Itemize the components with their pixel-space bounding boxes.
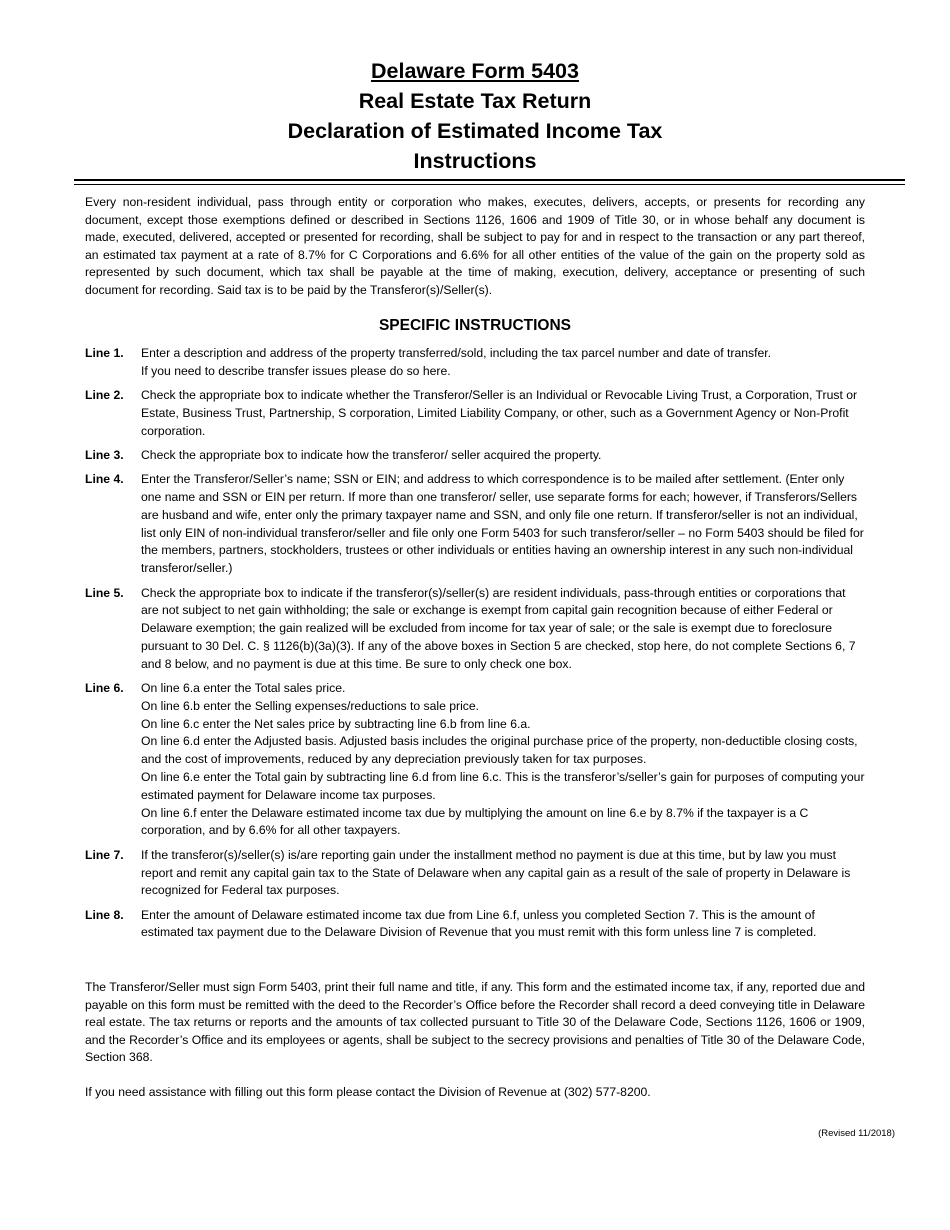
line-text: Enter a description and address of the property transferred/sold, including the tax parcel number and date of transfer. — [141, 346, 772, 360]
closing-paragraph: The Transferor/Seller must sign Form 5403, print their full name and title, if any. This form and the estimated income tax, if any, reported due and payable on this form must be remitted with the deed to the Recorder’s Office before the Recorder shall record a deed conveying title in Delaware real estate. The tax returns or reports and the amounts of tax collected pursuant to Title 30 of the Delaware Code, Sections 1126, 1606 or 1909, and the Recorder’s Office and its employees or agents, shall be subject to the secrecy provisions and penalties of Title 30 of the Delaware Code, Section 368. — [85, 980, 865, 1065]
line-label: Line 2. — [85, 388, 124, 403]
line-text: If you need to describe transfer issues please do so here. — [141, 363, 451, 378]
form-subtitle-2: Declaration of Estimated Income Tax — [287, 119, 663, 143]
header-divider-thick — [74, 179, 905, 181]
line-label: Line 8. — [85, 907, 124, 922]
line-text: Check the appropriate box to indicate if the transferor(s)/seller(s) are resident individuals, pass-through entities or corporations that are not subject to net gain withholding; the sale or exchange is exempt from capital gain recognition because of either Federal or Delaware exemption; the gain realized will be excluded from income for tax year of sale; or the sale is exempt due to foreclosure pursuant to 30 Del. C. § 1126(b)(3a)(3). If any of the above boxes in Section 5 are checked, stop here, do not complete Sections 6, 7 and 8 below, and no payment is due at this time. Be sure to only check one box. — [141, 585, 856, 671]
header-divider-thin — [74, 184, 905, 185]
line-text: Enter the amount of Delaware estimated income tax due from Line 6.f, unless you completed Section 7. This is the amount of estimated tax payment due to the Delaware Division of Revenue that you must remit with this form unless line 7 is completed. — [141, 907, 817, 940]
line-text: On line 6.f enter the Delaware estimated income tax due by multiplying the amount on line 6.e by 8.7% if the taxpayer is a C corporation, and by 6.6% for all other taxpayers. — [141, 805, 809, 838]
line-label: Line 6. — [85, 681, 124, 696]
line-text: Enter the Transferor/Seller’s name; SSN or EIN; and address to which correspondence is to be mailed after settlement. (Enter only one name and SSN or EIN per return. If more than one transferor/ seller, use separate forms for each; however, if Transferors/Sellers are husband and wife, enter only the primary taxpayer name and SSN, and only file one return. If transferor/seller is not an individual, list only EIN of non-individual transferor/seller and file only one Form 5403 for such transferor/seller – no Form 5403 should be filed for the members, partners, stockholders, trustees or other individuals or entities having an ownership interest in any such non-individual transferor/seller.) — [141, 472, 864, 576]
form-subtitle-3: Instructions — [413, 149, 537, 173]
line-label: Line 5. — [85, 585, 124, 600]
line-label: Line 1. — [85, 346, 124, 360]
line-text: Check the appropriate box to indicate how the transferor/ seller acquired the property. — [141, 447, 602, 462]
line-text: On line 6.e enter the Total gain by subtracting line 6.d from line 6.c. This is the transferor’s/seller’s gain for purposes of computing your estimated payment for Delaware income tax purposes. — [141, 770, 865, 802]
title-block — [0, 56, 950, 176]
line-3-instruction — [85, 447, 865, 465]
form-subtitle-1: Real Estate Tax Return — [358, 89, 592, 113]
line-text: On line 6.d enter the Adjusted basis. Adjusted basis includes the original purchase price of the property, non-deductible closing costs, and the cost of improvements, reduced by any depreciation previously taken for tax purposes. — [141, 734, 858, 767]
line-7-instruction — [85, 847, 865, 900]
line-text: On line 6.c enter the Net sales price by subtracting line 6.b from line 6.a. — [141, 716, 531, 731]
contact-info: If you need assistance with filling out this form please contact the Division of Revenue at (302) 577-8200. — [85, 1085, 651, 1099]
line-6-instruction — [85, 680, 865, 840]
line-4-instruction — [85, 471, 865, 578]
line-text: On line 6.b enter the Selling expenses/reductions to sale price. — [141, 698, 480, 713]
form-title: Delaware Form 5403 — [371, 59, 579, 83]
line-text: Check the appropriate box to indicate whether the Transferor/Seller is an Individual or Revocable Living Trust, a Corporation, Trust or Estate, Business Trust, Partnership, S corporation, Limited Liability Company, or other, such as a Government Agency or Non-Profit corporation. — [141, 388, 858, 438]
revision-date: (Revised 11/2018) — [818, 1128, 895, 1139]
line-1-instruction — [85, 345, 865, 381]
section-heading: SPECIFIC INSTRUCTIONS — [378, 317, 572, 334]
line-2-instruction — [85, 387, 865, 440]
intro-paragraph: Every non-resident individual, pass through entity or corporation who makes, executes, delivers, accepts, or presents for recording any document, except those exemptions defined or described in Sections 1126, 1606 and 1909 of Title 30, or in whose behalf any document is made, executed, delivered, accepted or presented for recording, shall be subject to pay for and in respect to the transaction or any part thereof, an estimated tax payment at a rate of 8.7% for C Corporations and 6.6% for all other entities of the value of the gain on the property sold as represented by such document, which tax shall be payable at the time of making, execution, delivery, acceptance or presenting of such document for recording. Said tax is to be paid by the Transferor(s)/Seller(s). — [85, 195, 865, 297]
instruction-lines — [85, 345, 865, 949]
line-5-instruction — [85, 585, 865, 674]
line-text: If the transferor(s)/seller(s) is/are reporting gain under the installment method no payment is due at this time, but by law you must report and remit any capital gain tax to the State of Delaware when any capital gain as a result of the sale of property in Delaware is recognized for Federal tax purposes. — [141, 847, 851, 898]
line-label: Line 7. — [85, 847, 124, 862]
line-label: Line 4. — [85, 472, 124, 487]
line-label: Line 3. — [85, 447, 124, 462]
line-text: On line 6.a enter the Total sales price. — [141, 681, 346, 696]
line-8-instruction — [85, 907, 865, 943]
